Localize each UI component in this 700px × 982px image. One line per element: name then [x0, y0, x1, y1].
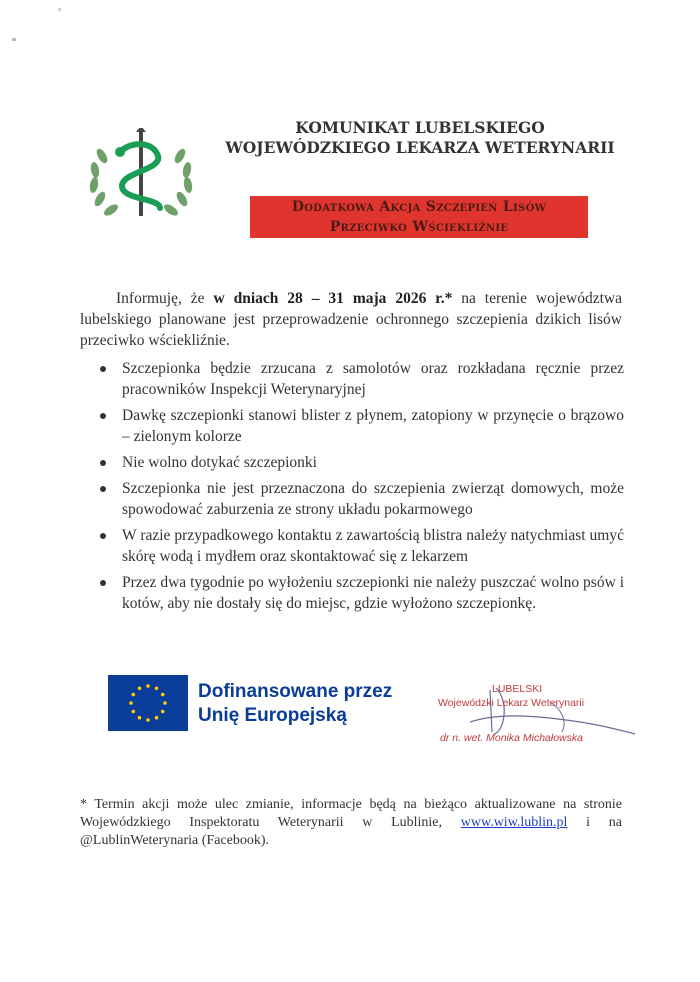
list-item: Szczepionka będzie zrzucana z samolotów oraz rozkładana ręcznie przez pracowników Inspekcji Weterynaryjnej: [96, 358, 624, 400]
eu-star-icon: [161, 693, 165, 697]
footnote: [80, 796, 622, 850]
eu-star-icon: [146, 684, 150, 688]
bullet-icon: [100, 366, 106, 372]
stamp-signatory: dr n. wet. Monika Michałowska: [440, 732, 583, 744]
stamp-line: LUBELSKI: [492, 683, 543, 695]
eu-star-icon: [163, 701, 167, 705]
scan-artifact: [58, 8, 61, 11]
eu-star-icon: [138, 716, 142, 720]
footnote-text: i na @LublinWeterynaria (Facebook).: [80, 815, 623, 848]
bullet-list: [96, 358, 624, 619]
eu-star-icon: [146, 718, 150, 722]
eu-star-icon: [132, 693, 136, 697]
eu-star-icon: [138, 687, 142, 691]
website-link[interactable]: www.wiw.lublin.pl: [460, 815, 568, 830]
footnote-text: * Termin akcji może ulec zmianie, informacje będą na bieżąco aktualizowane na stronie Wojewódzkiego Inspektoratu Weterynarii w Lublinie,: [80, 797, 622, 830]
eu-star-icon: [129, 701, 133, 705]
intro-text: na terenie województwa lubelskiego planowane jest przeprowadzenie ochronnego szczepienia dzikich lisów przeciwko wściekliźnie.: [80, 290, 622, 349]
bullet-icon: [100, 486, 106, 492]
list-item: W razie przypadkowego kontaktu z zawartością blistra należy natychmiast umyć skórę wodą i mydłem oraz skontaktować się z lekarzem: [96, 525, 624, 567]
title-line: KOMUNIKAT LUBELSKIEGO: [295, 118, 545, 137]
bullet-icon: [100, 460, 106, 466]
campaign-banner-line: Dodatkowa Akcja Szczepień Lisów: [291, 199, 547, 215]
list-item: Szczepionka nie jest przeznaczona do szczepienia zwierząt domowych, może spowodować zaburzenia ze strony układu pokarmowego: [96, 478, 624, 520]
eu-funding-label: [198, 680, 428, 728]
eu-funding-line: Dofinansowane przez: [198, 681, 393, 702]
document-title: [210, 118, 630, 158]
list-item: Przez dwa tygodnie po wyłożeniu szczepionki nie należy puszczać wolno psów i kotów, aby nie dostały się do miejsc, gdzie wyłożono szczepionkę.: [96, 572, 624, 614]
veterinary-inspection-logo: [82, 128, 200, 226]
campaign-dates: w dniach 28 – 31 maja 2026 r.*: [213, 290, 453, 307]
bullet-icon: [100, 580, 106, 586]
bullet-icon: [100, 413, 106, 419]
eu-flag-icon: [108, 675, 188, 731]
eu-funding-line: Unię Europejską: [198, 705, 347, 726]
list-item: Nie wolno dotykać szczepionki: [96, 452, 624, 473]
scan-artifact: [12, 38, 16, 41]
intro-paragraph: [80, 288, 622, 351]
eu-star-icon: [161, 710, 165, 714]
intro-text: Informuję, że: [116, 290, 214, 307]
campaign-banner-line: Przeciwko Wściekliźnie: [329, 219, 509, 235]
title-line: WOJEWÓDZKIEGO LEKARZA WETERYNARII: [225, 138, 615, 157]
eu-star-icon: [155, 716, 159, 720]
list-item: Dawkę szczepionki stanowi blister z płynem, zatopiony w przynęcie o brązowo – zielonym kolorze: [96, 405, 624, 447]
eu-star-icon: [155, 687, 159, 691]
bullet-icon: [100, 533, 106, 539]
eu-star-icon: [132, 710, 136, 714]
stamp-line: Wojewódzki Lekarz Weterynarii: [438, 697, 585, 709]
